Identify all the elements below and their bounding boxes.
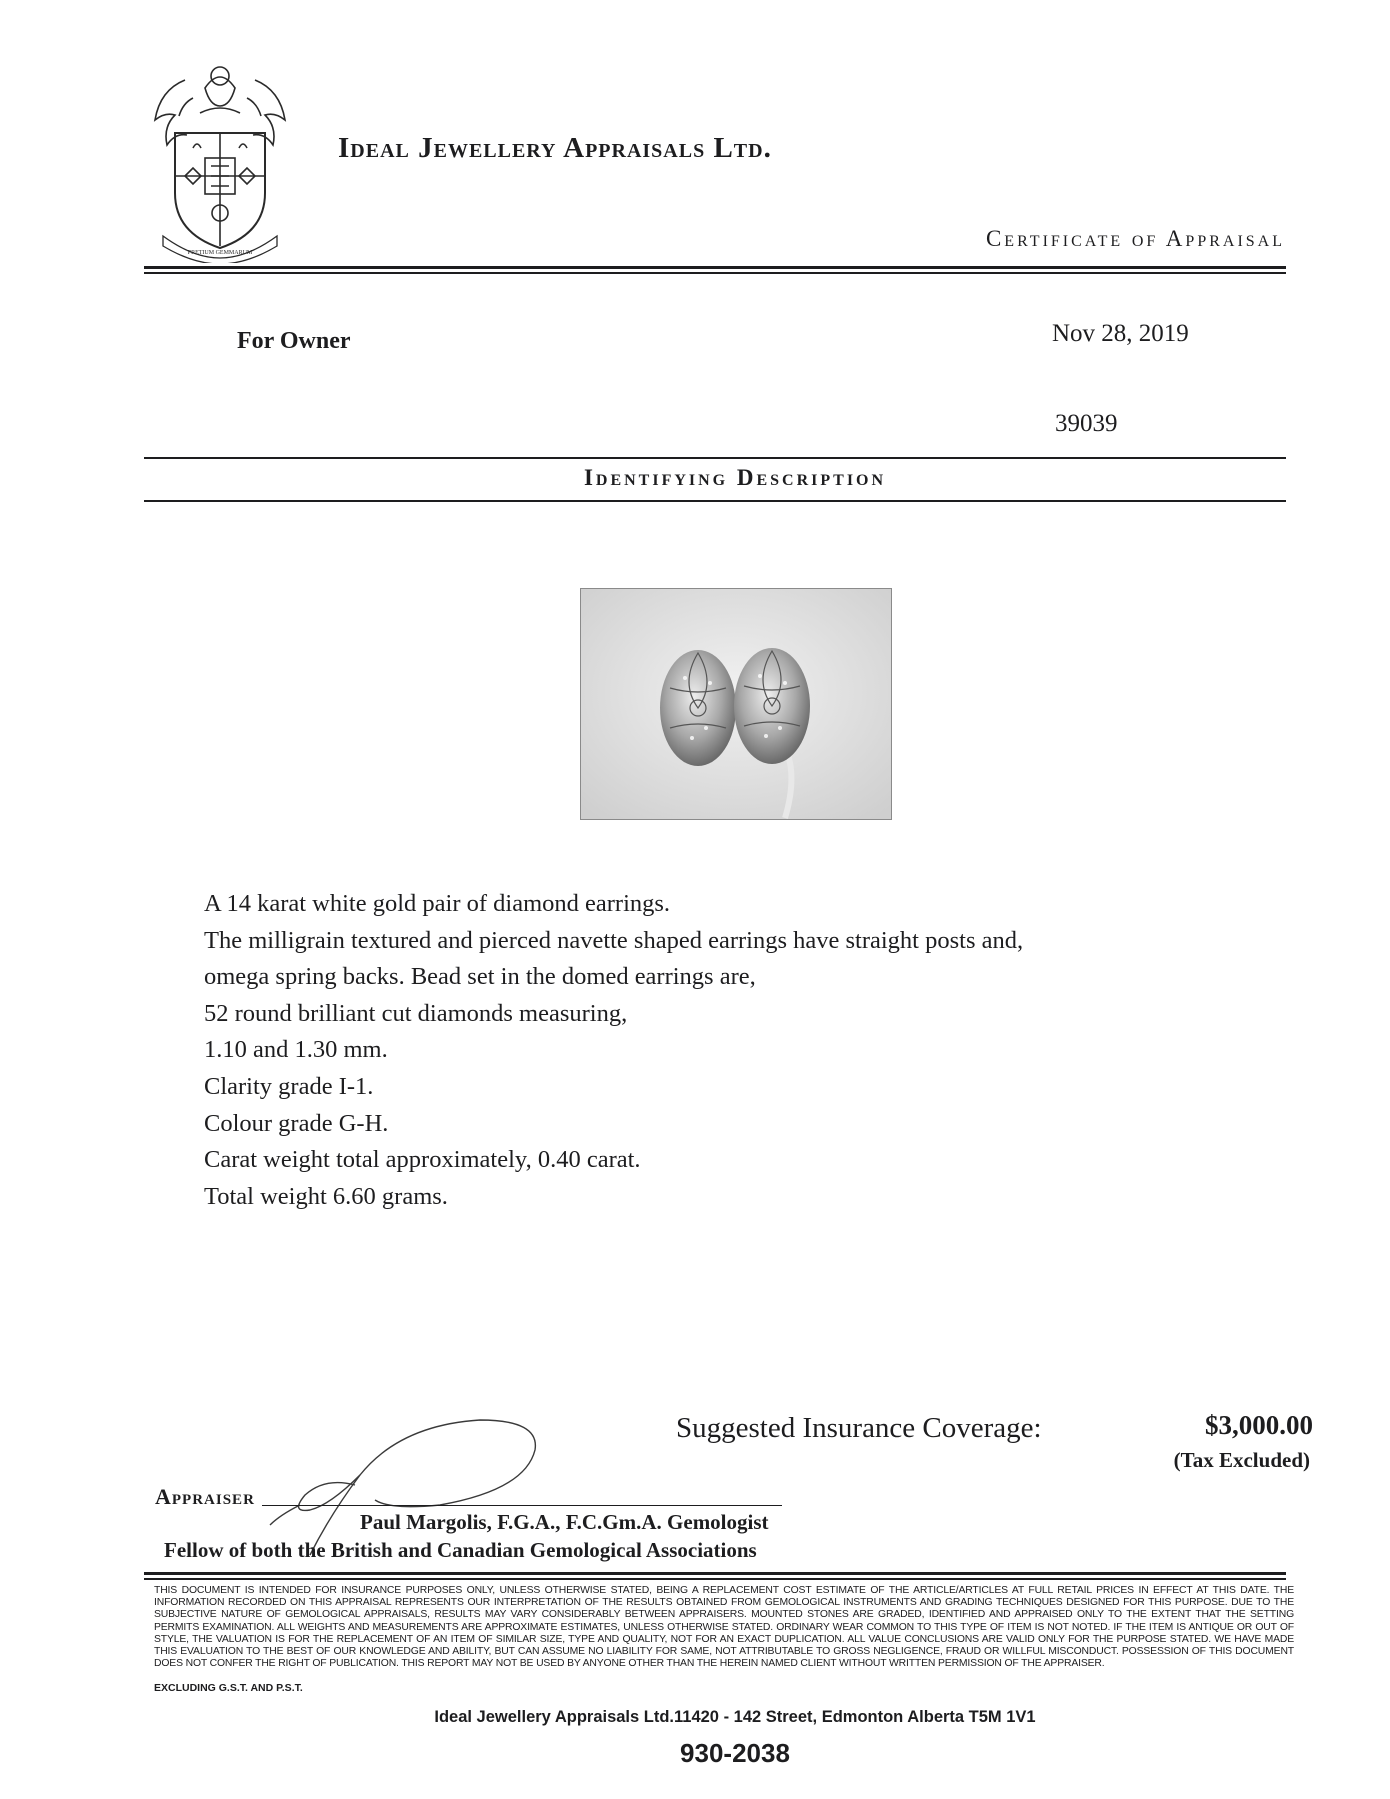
for-owner-label: For Owner — [237, 328, 351, 354]
insurance-label: Suggested Insurance Coverage: — [676, 1412, 1042, 1444]
description-line: Carat weight total approximately, 0.40 carat. — [204, 1146, 641, 1174]
description-line: Colour grade G-H. — [204, 1109, 389, 1137]
description-line: omega spring backs. Bead set in the domed earrings are, — [204, 963, 756, 991]
divider — [144, 457, 1286, 459]
divider — [144, 266, 1286, 269]
description-line: 1.10 and 1.30 mm. — [204, 1036, 388, 1064]
footer-address: Ideal Jewellery Appraisals Ltd.11420 - 142 Street, Edmonton Alberta T5M 1V1 — [434, 1708, 1036, 1726]
signature-line — [262, 1505, 782, 1506]
description-line: A 14 karat white gold pair of diamond earrings. — [204, 890, 671, 917]
appraiser-name: Paul Margolis, F.G.A., F.C.Gm.A. Gemologist — [360, 1510, 769, 1534]
appraisal-date: Nov 28, 2019 — [1052, 320, 1189, 347]
disclaimer-text: THIS DOCUMENT IS INTENDED FOR INSURANCE PURPOSES ONLY, UNLESS OTHERWISE STATED, BEING A REPLACEMENT COST ESTIMATE OF THE ARTICLE/ARTICLES AT FULL RETAIL PRICES IN EFFECT AT THIS DATE. THE INFORMATION RECORDED ON THIS APPRAISAL REPRESENTS OUR INTERPRETATION OF THE RESULTS OBTAINED FROM GEMOLOGICAL INSTRUMENTS AND GRADING TECHNIQUES DESIGNED FOR THIS PURPOSE. DUE TO THE SUBJECTIVE NATURE OF GEMOLOGICAL APPRAISALS, RESULTS MAY VARY CONSIDERABLY BETWEEN APPRAISERS. MOUNTED STONES ARE GRADED, IDENTIFIED AND APPRAISED ONLY TO THE EXTENT THAT THE SETTING PERMITS EXAMINATION. ALL WEIGHTS AND MEASUREMENTS ARE APPROXIMATE ESTIMATES, UNLESS OTHERWISE STATED. ORDINARY WEAR COMMON TO THIS TYPE OF ITEM IS NOT NOTED. IF THE ITEM IS ANTIQUE OR OUT OF STYLE, THE VALUATION IS FOR THE REPLACEMENT OF AN ITEM OF SIMILAR SIZE, TYPE AND QUALITY, NOT FOR AN EXACT DUPLICATION. ALL VALUE CONCLUSIONS ARE VALID ONLY FOR THE PURPOSE STATED. WE HAVE MADE THIS EVALUATION TO THE BEST OF OUR KNOWLEDGE AND ABILITY, BUT CAN ASSUME NO LIABILITY FOR SAME, NOT ATTRIBUTABLE TO GROSS NEGLIGENCE, FRAUD OR WILLFUL MISCONDUCT. POSSESSION OF THIS DOCUMENT DOES NOT CONFER THE RIGHT OF PUBLICATION. THIS REPORT MAY NOT BE USED BY ANYONE OTHER THAN THE HEREIN NAMED CLIENT WITHOUT WRITTEN PERMISSION OF THE APPRAISER. — [154, 1585, 1294, 1670]
appraiser-label: Appraiser — [155, 1484, 255, 1509]
section-title: Identifying Description — [583, 465, 887, 490]
tax-exclusion-note: EXCLUDING G.S.T. AND P.S.T. — [154, 1682, 303, 1694]
divider — [144, 1578, 1286, 1580]
description-line: Total weight 6.60 grams. — [204, 1182, 448, 1210]
footer-phone: 930-2038 — [680, 1738, 790, 1768]
divider — [144, 272, 1286, 274]
divider — [144, 500, 1286, 502]
reference-number: 39039 — [1055, 410, 1118, 437]
earrings-photo-icon — [580, 588, 892, 820]
description-line: The milligrain textured and pierced navette shaped earrings have straight posts and, — [204, 926, 1024, 954]
crest-logo-icon — [145, 58, 295, 263]
description-line: Clarity grade I-1. — [204, 1072, 374, 1100]
tax-note: (Tax Excluded) — [1173, 1448, 1310, 1472]
certificate-title: Certificate of Appraisal — [985, 226, 1285, 251]
description-line: 52 round brilliant cut diamonds measuring, — [204, 999, 628, 1027]
item-description — [204, 886, 1023, 1215]
divider — [144, 1572, 1286, 1575]
insurance-value: $3,000.00 — [1205, 1410, 1313, 1440]
appraiser-fellowship: Fellow of both the British and Canadian Gemological Associations — [164, 1538, 757, 1562]
crest-motto: PRETIUM GEMMARUM — [187, 250, 253, 256]
company-name: Ideal Jewellery Appraisals Ltd. — [338, 132, 772, 164]
